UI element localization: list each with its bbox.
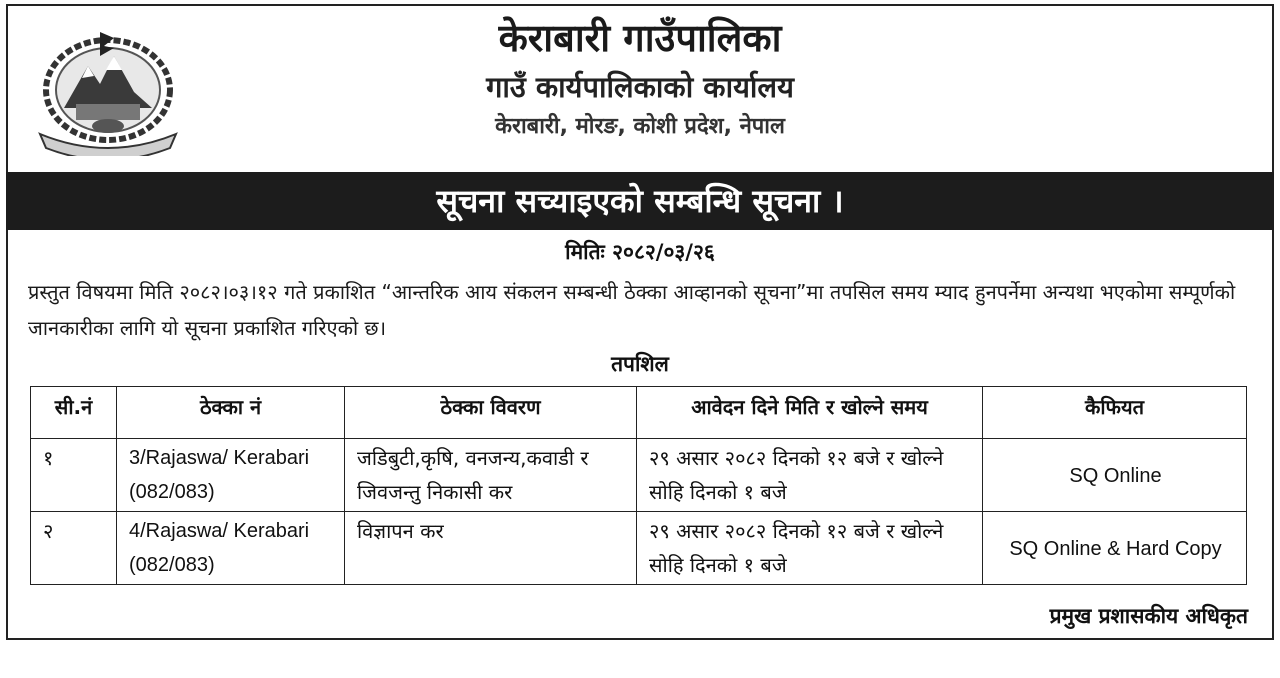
table-header-row — [31, 387, 1247, 439]
cell-remarks: SQ Online & Hard Copy — [983, 512, 1247, 585]
cell-contract-no: 3/Rajaswa/ Kerabari (082/083) — [117, 439, 345, 512]
signatory: प्रमुख प्रशासकीय अधिकृत — [1049, 604, 1248, 628]
cell-serial: १ — [31, 439, 117, 512]
schedule-table — [30, 386, 1247, 585]
cell-remarks: SQ Online — [983, 439, 1247, 512]
office-title: गाउँ कार्यपालिकाको कार्यालय — [486, 70, 794, 104]
cell-description: विज्ञापन कर — [345, 512, 637, 585]
notice-body: प्रस्तुत विषयमा मिति २०८२।०३।१२ गते प्रकाशित “आन्तरिक आय संकलन सम्बन्धी ठेक्का आव्हानको सूचना”मा तपसिल समय म्याद हुनपर्नेमा अन्यथा भएकोमा सम्पूर्णको जानकारीका लागि यो सूचना प्रकाशित गरिएको छ। — [28, 280, 1236, 340]
cell-description: जडिबुटी,कृषि, वनजन्य,कवाडी र जिवजन्तु निकासी कर — [345, 439, 637, 512]
header-contract-no: ठेक्का नं — [117, 387, 345, 439]
notice-title: सूचना सच्याइएको सम्बन्धि सूचना । — [436, 182, 844, 220]
cell-date-time: २९ असार २०८२ दिनको १२ बजे र खोल्ने सोहि दिनको १ बजे — [637, 439, 983, 512]
schedule-heading: तपशिल — [611, 352, 669, 376]
cell-serial: २ — [31, 512, 117, 585]
header-description: ठेक्का विवरण — [345, 387, 637, 439]
header-serial: सी.नं — [31, 387, 117, 439]
header-date-time: आवेदन दिने मिति र खोल्ने समय — [637, 387, 983, 439]
notice-date: मितिः २०८२/०३/२६ — [565, 240, 715, 264]
table-row — [31, 439, 1247, 512]
notice-title-band — [6, 172, 1274, 230]
office-address: केराबारी, मोरङ, कोशी प्रदेश, नेपाल — [495, 114, 785, 139]
header-remarks: कैफियत — [983, 387, 1247, 439]
nepal-emblem-icon — [30, 26, 186, 156]
letterhead — [250, 12, 1030, 144]
table-row — [31, 512, 1247, 585]
org-title: केराबारी गाउँपालिका — [498, 16, 782, 60]
cell-date-time: २९ असार २०८२ दिनको १२ बजे र खोल्ने सोहि दिनको १ बजे — [637, 512, 983, 585]
cell-contract-no: 4/Rajaswa/ Kerabari (082/083) — [117, 512, 345, 585]
